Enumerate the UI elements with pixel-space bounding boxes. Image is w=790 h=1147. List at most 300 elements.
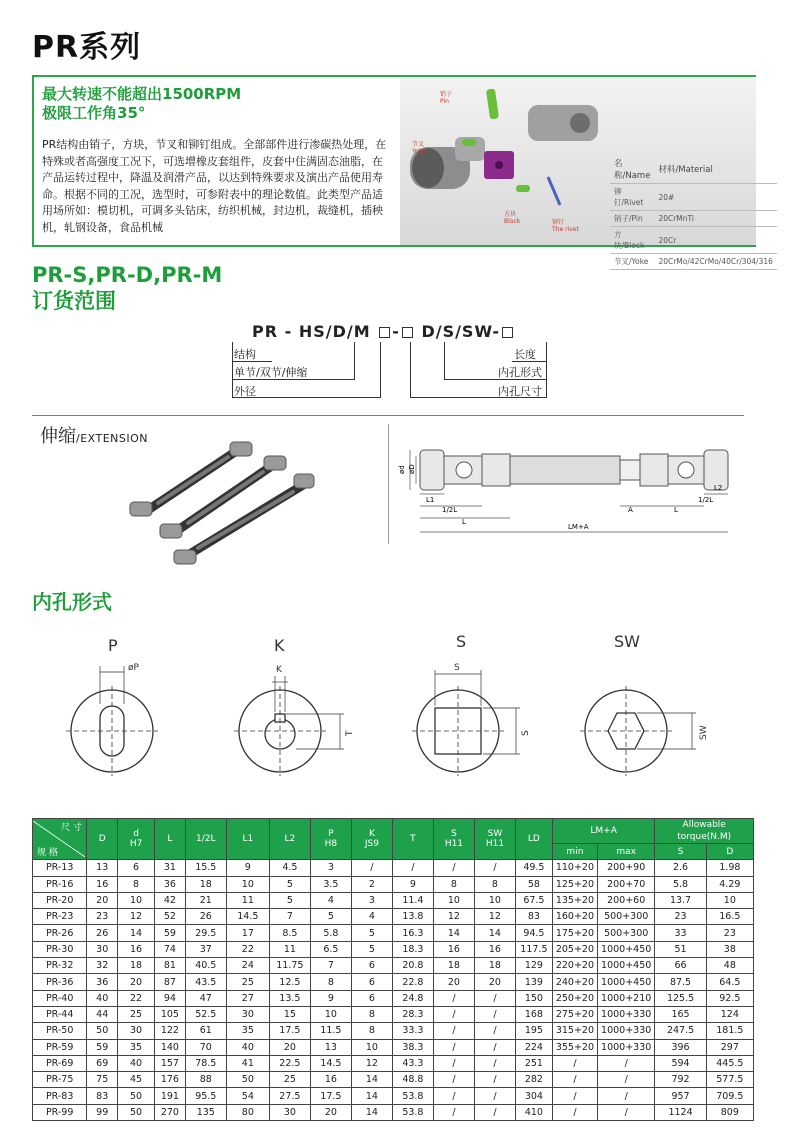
table-cell: 16 xyxy=(474,941,515,957)
table-cell: 3 xyxy=(310,860,351,876)
table-cell: 94.5 xyxy=(515,925,552,941)
dim-half-L-right: 1/2L xyxy=(698,496,714,504)
table-cell: 15 xyxy=(269,1006,310,1022)
table-cell: 74 xyxy=(155,941,186,957)
dim-D: øD xyxy=(408,464,416,474)
table-cell: 7 xyxy=(310,958,351,974)
table-cell: 3 xyxy=(351,892,392,908)
table-cell: 66 xyxy=(655,958,706,974)
table-cell: 53.8 xyxy=(392,1088,433,1104)
table-cell: 12 xyxy=(474,909,515,925)
dim-s: S xyxy=(454,663,460,673)
blank-box xyxy=(502,327,513,338)
table-cell: 1000+330 xyxy=(597,1039,654,1055)
table-cell: 40.5 xyxy=(185,958,226,974)
table-cell: 18 xyxy=(118,958,155,974)
table-cell: 224 xyxy=(515,1039,552,1055)
table-cell: 10 xyxy=(706,892,753,908)
table-cell: 22.5 xyxy=(269,1055,310,1071)
table-cell: / xyxy=(474,990,515,1006)
table-cell: / xyxy=(433,1088,474,1104)
legend-structure: 结构 xyxy=(234,348,256,361)
table-cell: / xyxy=(474,1039,515,1055)
table-cell: 191 xyxy=(155,1088,186,1104)
table-cell: 165 xyxy=(655,1006,706,1022)
table-cell: 809 xyxy=(706,1104,753,1120)
table-row xyxy=(33,1039,754,1055)
bore-type-k: K xyxy=(274,636,285,655)
table-cell: 33 xyxy=(655,925,706,941)
intro-paragraph: PR结构由销子，方块，节叉和铆钉组成。全部部件进行渗碳热处理，在特殊或者高强度工况下，可选增橡皮套组件，皮套中住满固态油脂，在产品运转过程中，降温及润滑产品，以达到特殊要求及演出产品使用寿命。根据不同的工况，选型时，可参附表中的理论数值。此类型产品适用场所如：模切机，可调多头钻床，纺织机械，封边机，裁缝机，插秧机，轧钢设备，食品机械 xyxy=(42,138,387,234)
table-cell: 18.3 xyxy=(392,941,433,957)
table-cell: 1000+450 xyxy=(597,941,654,957)
legend-line xyxy=(546,342,547,398)
table-cell: 20 xyxy=(474,974,515,990)
table-cell: 2 xyxy=(351,876,392,892)
order-series-title: PR-S,PR-D,PR-M xyxy=(32,263,223,287)
table-cell: / xyxy=(597,1104,654,1120)
header-spec: 规 格 xyxy=(37,848,58,859)
table-cell: 7 xyxy=(269,909,310,925)
table-cell: 709.5 xyxy=(706,1088,753,1104)
order-section-title xyxy=(32,262,222,314)
table-cell: PR-75 xyxy=(33,1072,87,1088)
table-cell: 139 xyxy=(515,974,552,990)
material-name: 节叉/Yoke xyxy=(610,254,654,270)
table-cell: 200+70 xyxy=(597,876,654,892)
table-cell: 33.3 xyxy=(392,1023,433,1039)
table-cell: 21 xyxy=(185,892,226,908)
header-half-L: 1/2L xyxy=(185,819,226,860)
table-cell: / xyxy=(552,1088,597,1104)
table-cell: 117.5 xyxy=(515,941,552,957)
table-cell: 11 xyxy=(226,892,269,908)
table-cell: PR-50 xyxy=(33,1023,87,1039)
material-name: 铆钉/Rivet xyxy=(610,184,654,211)
table-cell: 18 xyxy=(474,958,515,974)
table-cell: 1000+330 xyxy=(597,1006,654,1022)
table-cell: 32 xyxy=(87,958,118,974)
table-cell: 14 xyxy=(118,925,155,941)
dim-t: T xyxy=(345,730,355,736)
table-cell: 44 xyxy=(87,1006,118,1022)
table-cell: 181.5 xyxy=(706,1023,753,1039)
table-cell: 48 xyxy=(706,958,753,974)
header-D: D xyxy=(87,819,118,860)
table-cell: 48.8 xyxy=(392,1072,433,1088)
table-cell: 83 xyxy=(515,909,552,925)
table-cell: 12 xyxy=(118,909,155,925)
table-cell: 105 xyxy=(155,1006,186,1022)
table-cell: PR-99 xyxy=(33,1104,87,1120)
legend-joint-type: 单节/双节/伸缩 xyxy=(234,366,308,379)
table-cell: 30 xyxy=(269,1104,310,1120)
order-range-title: 订货范围 xyxy=(32,289,116,313)
header-torque-S: S xyxy=(655,844,706,860)
header-d xyxy=(118,819,155,860)
table-cell: 14.5 xyxy=(226,909,269,925)
table-cell: 168 xyxy=(515,1006,552,1022)
table-cell: 17.5 xyxy=(269,1023,310,1039)
table-cell: 500+300 xyxy=(597,925,654,941)
table-cell: 10 xyxy=(474,892,515,908)
table-cell: 9 xyxy=(392,876,433,892)
extension-product-photo xyxy=(118,430,318,570)
table-cell: 38 xyxy=(706,941,753,957)
table-cell: PR-44 xyxy=(33,1006,87,1022)
section-divider xyxy=(32,415,744,416)
table-cell: 6 xyxy=(351,974,392,990)
table-cell: 94 xyxy=(155,990,186,1006)
table-cell: 40 xyxy=(118,1055,155,1071)
table-cell: / xyxy=(433,1072,474,1088)
table-cell: 122 xyxy=(155,1023,186,1039)
table-row xyxy=(33,1072,754,1088)
header-SW xyxy=(474,819,515,860)
table-cell: 29.5 xyxy=(185,925,226,941)
header-K xyxy=(351,819,392,860)
table-cell: 304 xyxy=(515,1088,552,1104)
table-cell: 8 xyxy=(310,974,351,990)
table-cell: 1000+210 xyxy=(597,990,654,1006)
header-SW-tolerance: H11 xyxy=(485,839,505,850)
table-row xyxy=(33,941,754,957)
table-cell: 135+20 xyxy=(552,892,597,908)
table-row xyxy=(33,958,754,974)
table-cell: 6 xyxy=(118,860,155,876)
dim-sw: SW xyxy=(699,725,709,740)
table-cell: 2.6 xyxy=(655,860,706,876)
label-yoke: 节叉 Yoke xyxy=(412,141,426,155)
table-cell: 50 xyxy=(118,1104,155,1120)
table-cell: 20 xyxy=(87,892,118,908)
table-cell: 1124 xyxy=(655,1104,706,1120)
extension-technical-drawing xyxy=(398,430,738,540)
table-cell: 1.98 xyxy=(706,860,753,876)
table-cell: 88 xyxy=(185,1072,226,1088)
material-name: 销子/Pin xyxy=(610,211,654,227)
vertical-divider xyxy=(388,424,389,544)
table-cell: 110+20 xyxy=(552,860,597,876)
table-cell: 51 xyxy=(655,941,706,957)
dim-half-L: 1/2L xyxy=(442,506,458,514)
table-cell: 10 xyxy=(118,892,155,908)
table-cell: 54 xyxy=(226,1088,269,1104)
table-cell: / xyxy=(597,1072,654,1088)
header-K-label: K xyxy=(368,829,375,840)
table-cell: 36 xyxy=(155,876,186,892)
table-cell: 5 xyxy=(351,941,392,957)
table-cell: / xyxy=(433,1055,474,1071)
table-row xyxy=(33,1104,754,1120)
table-cell: 14 xyxy=(351,1072,392,1088)
table-cell: 125+20 xyxy=(552,876,597,892)
table-cell: 16 xyxy=(87,876,118,892)
table-cell: 64.5 xyxy=(706,974,753,990)
table-cell: PR-59 xyxy=(33,1039,87,1055)
table-cell: 577.5 xyxy=(706,1072,753,1088)
table-cell: 140 xyxy=(155,1039,186,1055)
table-cell: / xyxy=(474,1104,515,1120)
table-row xyxy=(33,974,754,990)
table-cell: 87 xyxy=(155,974,186,990)
table-cell: 28.3 xyxy=(392,1006,433,1022)
header-L2: L2 xyxy=(269,819,310,860)
table-cell: / xyxy=(351,860,392,876)
table-cell: / xyxy=(474,1088,515,1104)
table-cell: 61 xyxy=(185,1023,226,1039)
table-cell: 36 xyxy=(87,974,118,990)
table-row xyxy=(33,1006,754,1022)
table-cell: 5.8 xyxy=(310,925,351,941)
table-cell: 6 xyxy=(351,990,392,1006)
table-cell: 20.8 xyxy=(392,958,433,974)
header-d-tolerance: H7 xyxy=(129,839,143,850)
table-cell: 70 xyxy=(185,1039,226,1055)
table-cell: 157 xyxy=(155,1055,186,1071)
table-cell: 270 xyxy=(155,1104,186,1120)
table-row xyxy=(33,990,754,1006)
table-cell: 10 xyxy=(310,1006,351,1022)
legend-bore-type: 内孔形式 xyxy=(498,366,542,379)
order-code xyxy=(252,322,515,341)
table-cell: 43.3 xyxy=(392,1055,433,1071)
table-cell: 3.5 xyxy=(310,876,351,892)
table-cell: 10 xyxy=(226,876,269,892)
label-block: 方块 Block xyxy=(504,211,521,225)
blank-box xyxy=(379,327,390,338)
table-cell: / xyxy=(433,990,474,1006)
table-cell: 8.5 xyxy=(269,925,310,941)
legend-length: 长度 xyxy=(514,348,536,361)
header-LM-A: LM+A xyxy=(552,819,655,844)
bore-type-sw: SW xyxy=(614,632,640,651)
table-cell: 35 xyxy=(118,1039,155,1055)
legend-outer-diameter: 外径 xyxy=(234,385,256,398)
table-cell: 81 xyxy=(155,958,186,974)
header-P-tolerance: H8 xyxy=(324,839,338,850)
table-cell: 275+20 xyxy=(552,1006,597,1022)
dim-LM-A: LM+A xyxy=(568,523,589,531)
table-cell: 30 xyxy=(118,1023,155,1039)
table-cell: / xyxy=(552,1104,597,1120)
table-cell: 5.8 xyxy=(655,876,706,892)
table-cell: 47 xyxy=(185,990,226,1006)
blank-box xyxy=(402,327,413,338)
table-cell: 20 xyxy=(118,974,155,990)
table-cell: 12 xyxy=(351,1055,392,1071)
table-cell: 957 xyxy=(655,1088,706,1104)
table-cell: 99 xyxy=(87,1104,118,1120)
table-cell: 14 xyxy=(433,925,474,941)
table-cell: 53.8 xyxy=(392,1104,433,1120)
table-cell: 27 xyxy=(226,990,269,1006)
table-cell: 25 xyxy=(269,1072,310,1088)
intro-box xyxy=(32,75,773,266)
table-row xyxy=(33,909,754,925)
order-code-prefix: PR - HS/D/M xyxy=(252,322,371,341)
table-cell: 20 xyxy=(269,1039,310,1055)
table-cell: 75 xyxy=(87,1072,118,1088)
headline-speed: 最大转速不能超出1500RPM xyxy=(42,85,242,103)
table-cell: PR-40 xyxy=(33,990,87,1006)
table-cell: PR-13 xyxy=(33,860,87,876)
table-cell: / xyxy=(433,1006,474,1022)
table-row xyxy=(33,925,754,941)
table-cell: / xyxy=(597,1088,654,1104)
table-cell: 10 xyxy=(433,892,474,908)
spec-table-body xyxy=(33,860,754,1121)
table-cell: / xyxy=(597,1055,654,1071)
table-cell: PR-20 xyxy=(33,892,87,908)
header-P xyxy=(310,819,351,860)
table-row xyxy=(33,876,754,892)
table-cell: 40 xyxy=(87,990,118,1006)
table-cell: 200+60 xyxy=(597,892,654,908)
table-cell: 396 xyxy=(655,1039,706,1055)
exploded-view-image xyxy=(400,77,773,266)
table-cell: 11.5 xyxy=(310,1023,351,1039)
table-cell: 49.5 xyxy=(515,860,552,876)
table-cell: 160+20 xyxy=(552,909,597,925)
table-cell: 500+300 xyxy=(597,909,654,925)
table-cell: 355+20 xyxy=(552,1039,597,1055)
table-cell: 124 xyxy=(706,1006,753,1022)
dim-L2: L2 xyxy=(714,484,723,492)
legend-line xyxy=(444,342,445,380)
table-cell: 92.5 xyxy=(706,990,753,1006)
header-size: 尺 寸 xyxy=(61,823,82,833)
table-cell: PR-83 xyxy=(33,1088,87,1104)
table-cell: 14 xyxy=(351,1104,392,1120)
table-cell: 37 xyxy=(185,941,226,957)
table-cell: / xyxy=(433,1039,474,1055)
table-cell: / xyxy=(474,1055,515,1071)
table-cell: 58 xyxy=(515,876,552,892)
header-S-tolerance: H11 xyxy=(444,839,464,850)
table-cell: 87.5 xyxy=(655,974,706,990)
table-cell: 8 xyxy=(351,1023,392,1039)
table-cell: 9 xyxy=(226,860,269,876)
label-rivet: 铆钉 The rivet xyxy=(552,219,579,233)
table-cell: 25 xyxy=(118,1006,155,1022)
table-cell: 5 xyxy=(351,925,392,941)
bore-section-title: 内孔形式 xyxy=(32,590,112,614)
legend-bore-size: 内孔尺寸 xyxy=(498,385,542,398)
dim-p: øP xyxy=(128,663,139,673)
table-cell: 83 xyxy=(87,1088,118,1104)
table-cell: 30 xyxy=(87,941,118,957)
material-value: 20Cr xyxy=(654,227,776,254)
table-cell: / xyxy=(392,860,433,876)
table-cell: 9 xyxy=(310,990,351,1006)
dim-L1: L1 xyxy=(426,496,435,504)
table-cell: 176 xyxy=(155,1072,186,1088)
table-cell: 42 xyxy=(155,892,186,908)
table-cell: 410 xyxy=(515,1104,552,1120)
page-title: PR系列 xyxy=(32,30,142,65)
table-cell: 11 xyxy=(269,941,310,957)
spec-table xyxy=(32,818,754,1121)
table-cell: 8 xyxy=(433,876,474,892)
header-P-label: P xyxy=(328,829,334,840)
table-cell: 135 xyxy=(185,1104,226,1120)
table-cell: 40 xyxy=(226,1039,269,1055)
table-cell: 792 xyxy=(655,1072,706,1088)
table-cell: 22 xyxy=(118,990,155,1006)
table-cell: 4.5 xyxy=(269,860,310,876)
legend-line xyxy=(354,342,355,380)
table-cell: 10 xyxy=(351,1039,392,1055)
table-cell: / xyxy=(552,1055,597,1071)
table-cell: 297 xyxy=(706,1039,753,1055)
table-cell: / xyxy=(433,1023,474,1039)
table-cell: 445.5 xyxy=(706,1055,753,1071)
header-LD: LD xyxy=(515,819,552,860)
dim-s-vertical: S xyxy=(521,730,531,736)
table-cell: 150 xyxy=(515,990,552,1006)
material-table xyxy=(610,155,777,270)
table-cell: / xyxy=(474,1023,515,1039)
table-cell: 12 xyxy=(433,909,474,925)
table-cell: PR-69 xyxy=(33,1055,87,1071)
table-cell: 30 xyxy=(226,1006,269,1022)
material-value: 20CrMnTi xyxy=(654,211,776,227)
dim-k: K xyxy=(276,665,282,675)
table-cell: 18 xyxy=(433,958,474,974)
table-cell: 205+20 xyxy=(552,941,597,957)
table-cell: 50 xyxy=(226,1072,269,1088)
material-header-name: 名称/Name xyxy=(610,155,654,184)
table-cell: 315+20 xyxy=(552,1023,597,1039)
header-L1: L1 xyxy=(226,819,269,860)
header-SW-label: SW xyxy=(487,829,503,840)
table-cell: 35 xyxy=(226,1023,269,1039)
table-cell: 5 xyxy=(310,909,351,925)
header-K-tolerance: JS9 xyxy=(364,839,379,850)
header-T: T xyxy=(392,819,433,860)
order-code-separator: - xyxy=(392,322,400,341)
bore-type-p: P xyxy=(108,636,118,655)
table-cell: PR-32 xyxy=(33,958,87,974)
table-cell: 27.5 xyxy=(269,1088,310,1104)
table-cell: PR-16 xyxy=(33,876,87,892)
table-cell: 6.5 xyxy=(310,941,351,957)
table-cell: 4.29 xyxy=(706,876,753,892)
header-size-spec xyxy=(33,819,87,860)
table-cell: 24.8 xyxy=(392,990,433,1006)
table-cell: 26 xyxy=(185,909,226,925)
table-cell: 11.4 xyxy=(392,892,433,908)
table-cell: 16 xyxy=(310,1072,351,1088)
table-cell: 11.75 xyxy=(269,958,310,974)
bore-type-s: S xyxy=(456,632,467,651)
table-cell: 250+20 xyxy=(552,990,597,1006)
legend-line xyxy=(232,342,233,398)
table-cell: 15.5 xyxy=(185,860,226,876)
table-cell: 14 xyxy=(351,1088,392,1104)
table-cell: 1000+450 xyxy=(597,958,654,974)
table-cell: 52.5 xyxy=(185,1006,226,1022)
table-cell: 50 xyxy=(118,1088,155,1104)
table-cell: 80 xyxy=(226,1104,269,1120)
table-cell: 22 xyxy=(226,941,269,957)
header-S xyxy=(433,819,474,860)
table-cell: 14.5 xyxy=(310,1055,351,1071)
header-d-label: d xyxy=(133,829,139,840)
table-cell: 129 xyxy=(515,958,552,974)
material-header-material: 材料/Material xyxy=(654,155,776,184)
